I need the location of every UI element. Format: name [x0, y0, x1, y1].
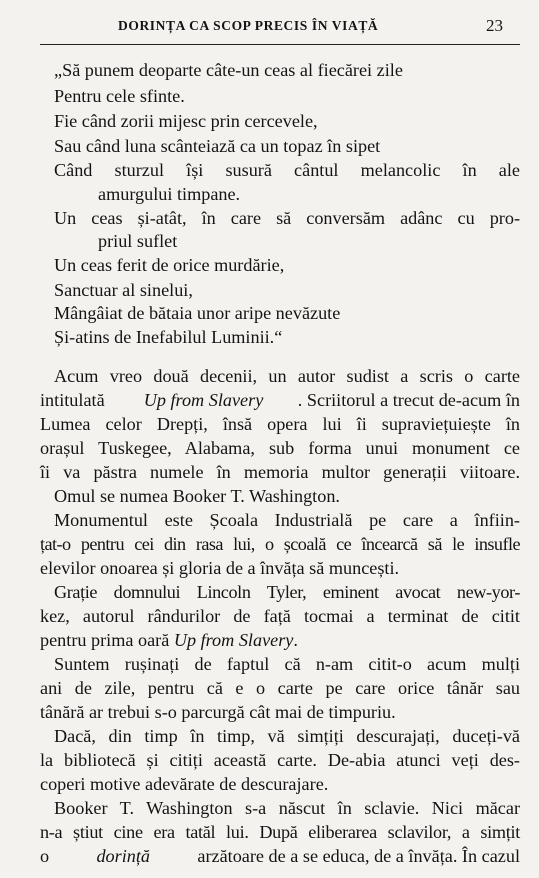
poem-line: priul suflet — [98, 231, 178, 251]
text-line: n-a știut cine era tatăl lui. După eliberarea sclavilor, a simțit — [40, 822, 520, 842]
text-line: ani de zile, pentru că e o carte pe care orice tânăr sau — [40, 678, 520, 698]
poem-line: Fie când zorii mijesc prin cercevele, — [54, 111, 318, 131]
text-line: țat-o pentru cei din rasa lui, o școală ce încearcă să le insufle — [40, 534, 520, 554]
text-segment: o — [40, 846, 54, 866]
text-line: la bibliotecă și citiți această carte. De-abia atunci veți des- — [40, 750, 520, 770]
emphasized-word: dorință — [96, 846, 151, 866]
poem-line: Mângâiat de bătaia unor aripe nevăzute — [54, 303, 341, 323]
text-line: Suntem rușinați de faptul că n-am citit-o acum mulți — [54, 654, 520, 674]
text-line: Booker T. Washington s-a născut în sclavie. Nici măcar — [54, 798, 520, 818]
poem-line: Sau când luna scânteiază ca un topaz în sipet — [54, 136, 381, 156]
book-title: Up from Slavery — [143, 390, 264, 410]
poem-line: Un ceas ferit de orice murdărie, — [54, 255, 285, 275]
text-line: orașul Tuskegee, Alabama, sub forma unui monument ce — [40, 438, 520, 458]
poem-line: amurgului timpane. — [98, 184, 241, 204]
text-line: Monumentul este Școala Industrială pe care a înfiin- — [54, 510, 520, 530]
text-line: îi va păstra numele în memoria multor generații viitoare. — [40, 462, 520, 482]
text-line: Dacă, din timp în timp, vă simțiți descurajați, duceți-vă — [54, 726, 520, 746]
text-line: Acum vreo două decenii, un autor sudist a scris o carte — [54, 366, 520, 386]
poem-line: „Să punem deoparte câte-un ceas al fiecărei zile — [54, 60, 403, 80]
text-line: coperi motive adevărate de descurajare. — [40, 774, 329, 794]
text-line: kez, autorul rândurilor de față tocmai a terminat de citit — [40, 606, 520, 626]
text-segment: arzătoare de a se educa, de a învăța. În cazul — [192, 846, 520, 866]
page-number: 23 — [486, 16, 503, 35]
poem-line: Pentru cele sfinte. — [54, 86, 185, 106]
text-line: Omul se numea Booker T. Washington. — [54, 486, 340, 506]
poem-line: Când sturzul își susură cântul melancolic în ale — [54, 160, 520, 180]
poem-line: Un ceas și-atât, în care să conversăm adânc cu pro- — [54, 208, 520, 228]
header-rule — [40, 44, 520, 45]
book-title: Up from Slavery — [173, 630, 294, 650]
text-segment: pentru prima oară — [40, 630, 174, 650]
text-segment: . — [293, 630, 298, 650]
text-line — [40, 630, 298, 651]
text-segment: intitulată — [40, 390, 110, 410]
poem-line: Și-atins de Inefabilul Luminii.“ — [54, 327, 283, 347]
text-segment: . Scriitorul a trecut de-acum în — [297, 390, 520, 410]
text-line: tânără ar trebui s-o parcurgă cât mai de timpuriu. — [40, 702, 396, 722]
text-line: Lumea celor Drepți, însă opera lui îi supraviețuiește în — [40, 414, 520, 434]
text-line: elevilor onoarea și gloria de a învăța să muncești. — [40, 558, 400, 578]
poem-line: Sanctuar al sinelui, — [54, 280, 193, 300]
text-line: Grație domnului Lincoln Tyler, eminent avocat new-yor- — [54, 582, 520, 602]
running-title: DORINȚA CA SCOP PRECIS ÎN VIAȚĂ — [118, 18, 379, 33]
text-line — [40, 846, 520, 867]
text-line — [40, 390, 520, 411]
